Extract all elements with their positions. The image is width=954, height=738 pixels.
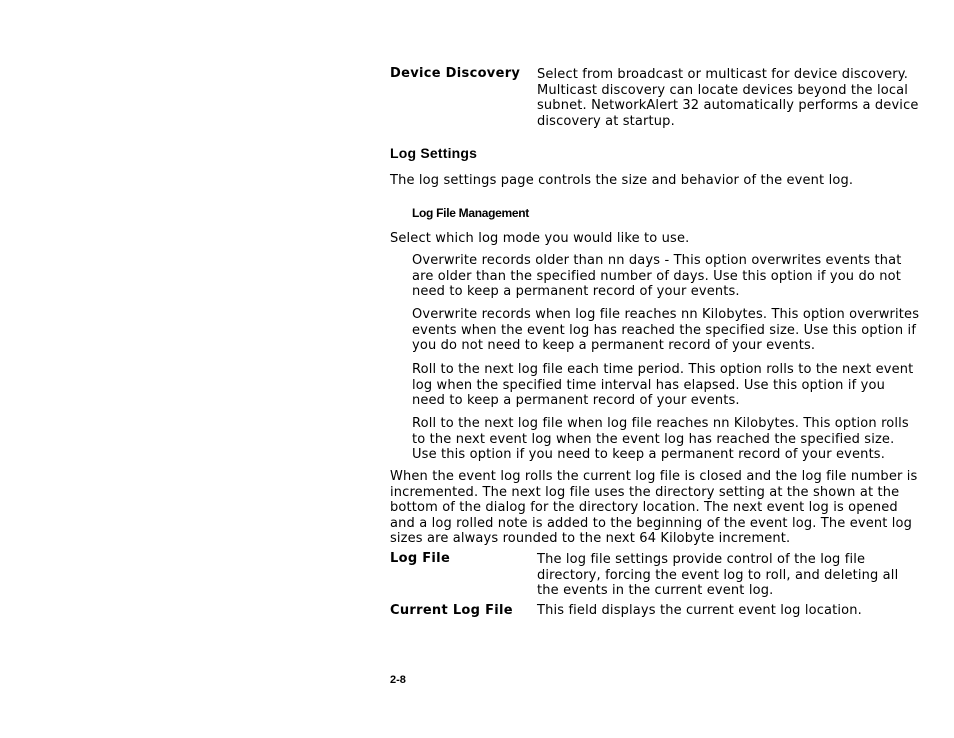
log-file-term: Log File: [390, 551, 451, 566]
current-log-file-term: Current Log File: [390, 603, 513, 618]
log-rolling-note: When the event log rolls the current log file is closed and the log file number is incremented. The next log file uses the directory setting at the shown at the bottom of the dialog for the directory location. The next event log is opened and a log rolled note is added to the beginning of the event log. The event log sizes are always rounded to the next 64 Kilobyte increment.: [390, 469, 918, 547]
log-mode-option: Roll to the next log file when log file reaches nn Kilobytes. This option rolls to the next event log when the event log has reached the specified size. Use this option if you need to keep a permanent record of your events.: [412, 416, 909, 463]
log-settings-heading: Log Settings: [390, 145, 478, 161]
log-file-management-heading: Log File Management: [412, 206, 529, 220]
device-discovery-term: Device Discovery: [390, 66, 521, 81]
current-log-file-definition: This field displays the current event log location.: [537, 603, 862, 618]
log-file-management-intro: Select which log mode you would like to use.: [390, 231, 690, 246]
page-number: 2-8: [390, 674, 406, 686]
log-mode-option: Overwrite records when log file reaches nn Kilobytes. This option overwrites events when the event log has reached the specified size. Use this option if you do not need to keep a permanent record of your events.: [412, 307, 920, 354]
log-settings-intro: The log settings page controls the size and behavior of the event log.: [390, 173, 854, 188]
log-file-definition: The log file settings provide control of the log file directory, forcing the event log to roll, and deleting all the events in the current event log.: [537, 552, 899, 599]
log-mode-option: Roll to the next log file each time period. This option rolls to the next event log when the specified time interval has elapsed. Use this option if you need to keep a permanent record of your events.: [412, 362, 914, 409]
log-mode-option: Overwrite records older than nn days - This option overwrites events that are older than the specified number of days. Use this option if you do not need to keep a permanent record of your events.: [412, 253, 902, 300]
device-discovery-definition: Select from broadcast or multicast for device discovery. Multicast discovery can locate devices beyond the local subnet. NetworkAlert 32 automatically performs a device discovery at startup.: [537, 67, 919, 129]
